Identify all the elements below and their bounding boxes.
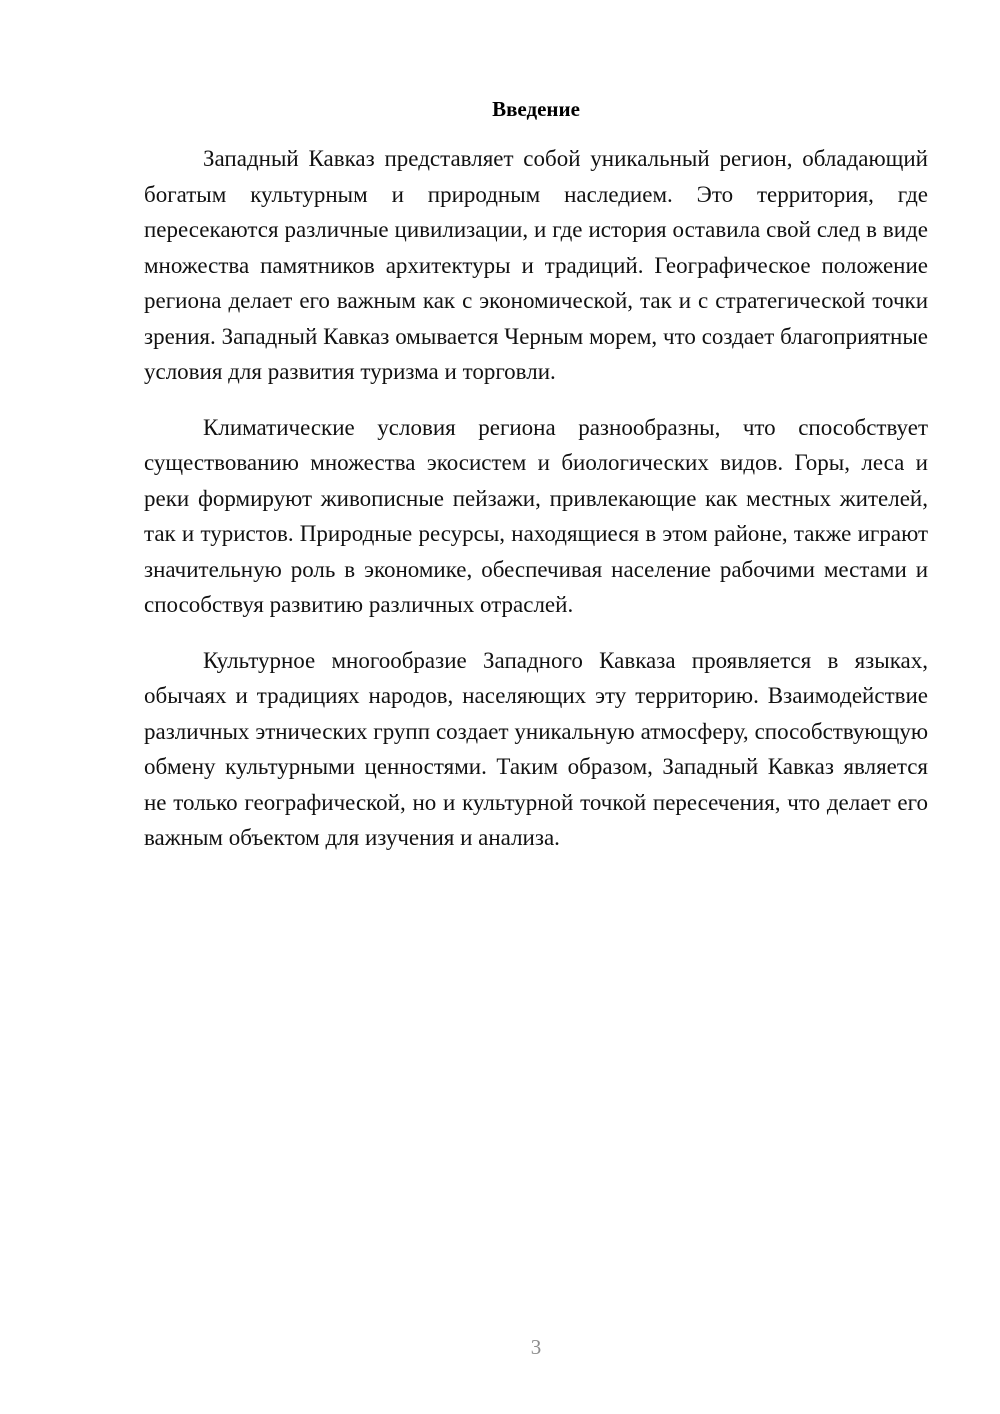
paragraph-1: Западный Кавказ представляет собой уникальный регион, обладающий богатым культурным и природным наследием. Это территория, где пересекаются различные цивилизации, и где история оставила свой след в виде множества памятников архитектуры и традиций. Географическое положение региона делает его важным как с экономической, так и с стратегической точки зрения. Западный Кавказ омывается Черным морем, что создает благоприятные условия для развития туризма и торговли.	[144, 146, 928, 384]
paragraph-2: Климатические условия региона разнообразны, что способствует существованию множества экосистем и биологических видов. Горы, леса и реки формируют живописные пейзажи, привлекающие как местных жителей, так и туристов. Природные ресурсы, находящиеся в этом районе, также играют значительную роль в экономике, обеспечивая население рабочими местами и способствуя развитию различных отраслей.	[144, 414, 928, 617]
body-text	[144, 141, 928, 876]
paragraph-3: Культурное многообразие Западного Кавказа проявляется в языках, обычаях и традициях народов, населяющих эту территорию. Взаимодействие различных этнических групп создает уникальную атмосферу, способствующую обмену культурными ценностями. Таким образом, Западный Кавказ является не только географической, но и культурной точкой пересечения, что делает его важным объектом для изучения и анализа.	[144, 647, 928, 850]
page-number: 3	[530, 1335, 542, 1359]
page-title: Введение	[492, 97, 580, 121]
